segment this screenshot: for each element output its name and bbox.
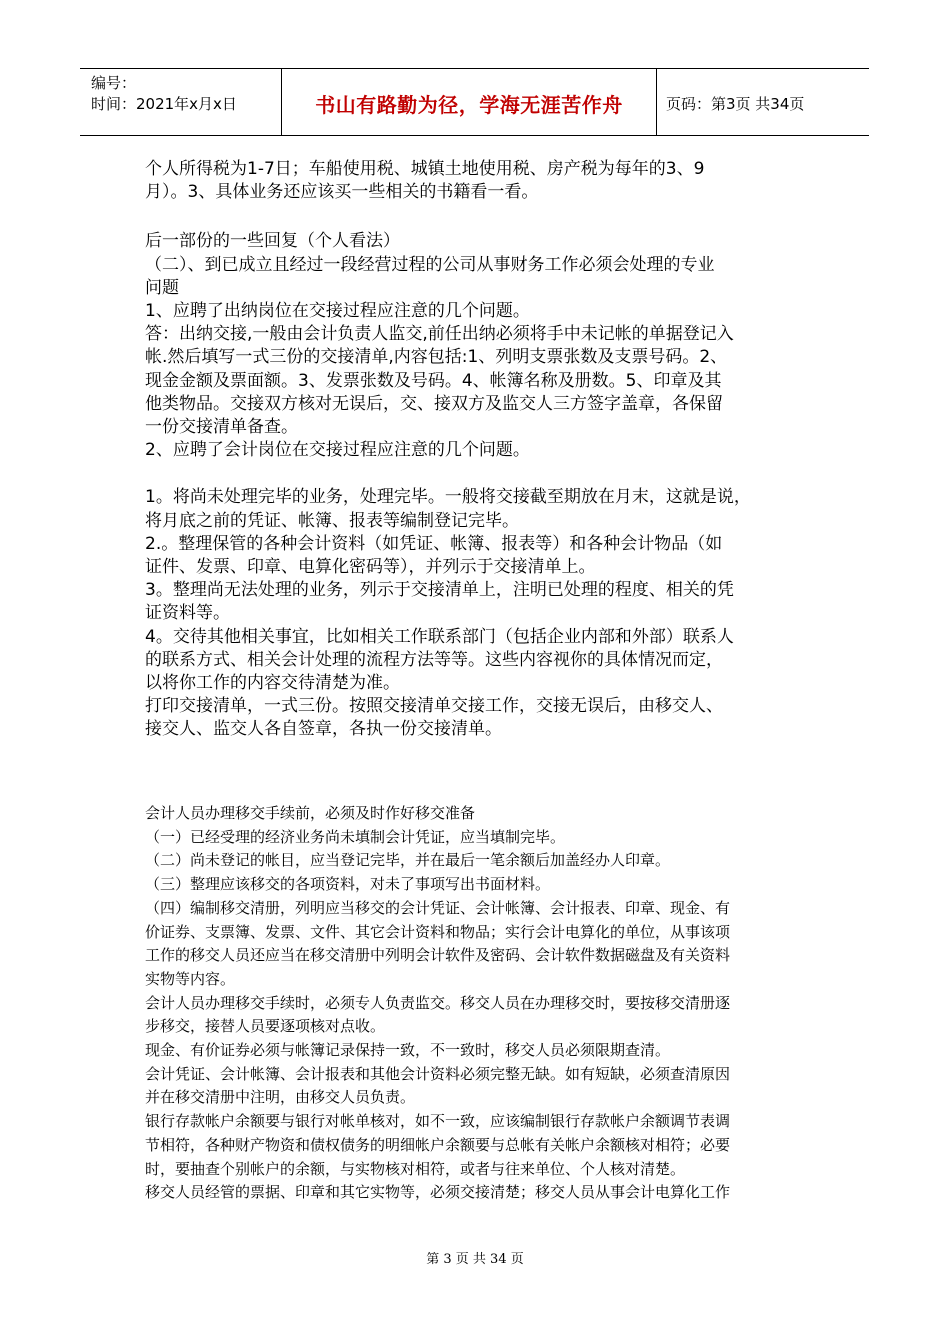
body-line: 并在移交清册中注明，由移交人员负责。: [145, 1088, 416, 1107]
body-line: 以将你工作的内容交待清楚为准。: [145, 673, 400, 694]
body-line: （二）、到已成立且经过一段经营过程的公司从事财务工作必须会处理的专业: [145, 254, 715, 275]
body-line: 打印交接清单，一式三份。按照交接清单交接工作，交接无误后，由移交人、: [145, 696, 723, 717]
main-body: [145, 158, 825, 742]
body-line: 实物等内容。: [145, 969, 236, 988]
body-line: 后一部份的一些回复（个人看法）: [145, 231, 400, 252]
body-line: 问题: [145, 277, 179, 298]
body-line: 他类物品。交接双方核对无误后，交、接双方及监交人三方签字盖章，各保留: [145, 393, 723, 414]
document-date: 时间：2021年x月x日: [91, 95, 237, 113]
document-number-label: 编号：: [91, 74, 137, 92]
body-line: 月）。3、具体业务还应该买一些相关的书籍看一看。: [145, 182, 539, 203]
body-line: 3。整理尚无法处理的业务，列示于交接清单上，注明已处理的程度、相关的凭: [145, 580, 734, 601]
header-page-info: 页码：第3页 共34页: [666, 95, 805, 113]
page-header: [80, 68, 869, 136]
body-line: （一）已经受理的经济业务尚未填制会计凭证，应当填制完毕。: [145, 827, 566, 846]
body-line: 移交人员经管的票据、印章和其它实物等，必须交接清楚；移交人员从事会计电算化工作: [145, 1183, 731, 1202]
body-line: 的联系方式、相关会计处理的流程方法等等。这些内容视你的具体情况而定，: [145, 649, 723, 670]
body-line: （四）编制移交清册，列明应当移交的会计凭证、会计帐簿、会计报表、印章、现金、有: [145, 898, 731, 917]
body-line: 步移交，接替人员要逐项核对点收。: [145, 1017, 386, 1036]
body-line: 节相符，各种财产物资和债权债务的明细帐户余额要与总帐有关帐户余额核对相符；必要: [145, 1135, 731, 1154]
header-divider: [656, 69, 657, 135]
page-footer: 第 3 页 共 34 页: [426, 1252, 524, 1267]
body-line: 2.。整理保管的各种会计资料（如凭证、帐簿、报表等）和各种会计物品（如: [145, 533, 723, 554]
body-line: 将月底之前的凭证、帐簿、报表等编制登记完毕。: [145, 510, 519, 531]
body-line: 工作的移交人员还应当在移交清册中列明会计软件及密码、会计软件数据磁盘及有关资料: [145, 946, 731, 965]
body-line: 证资料等。: [145, 603, 230, 624]
body-line: 帐.然后填写一式三份的交接清单,内容包括:1、列明支票张数及支票号码。2、: [145, 347, 728, 368]
body-line: 现金金额及票面额。3、发票张数及号码。4、帐簿名称及册数。5、印章及其: [145, 370, 722, 391]
body-line: 一份交接清单备查。: [145, 417, 298, 438]
body-line: 会计人员办理移交手续时，必须专人负责监交。移交人员在办理移交时，要按移交清册逐: [145, 993, 731, 1012]
body-line: （二）尚未登记的帐目，应当登记完毕，并在最后一笔余额后加盖经办人印章。: [145, 851, 671, 870]
header-meta: [91, 73, 237, 115]
body-line: （三）整理应该移交的各项资料，对未了事项写出书面材料。: [145, 875, 551, 894]
body-line: 4。交待其他相关事宜，比如相关工作联系部门（包括企业内部和外部）联系人: [145, 626, 734, 647]
body-line: 会计凭证、会计帐簿、会计报表和其他会计资料必须完整无缺。如有短缺，必须查清原因: [145, 1064, 731, 1083]
header-motto: 书山有路勤为径，学海无涯苦作舟: [315, 93, 623, 117]
body-line: 银行存款帐户余额要与银行对帐单核对，如不一致，应该编制银行存款帐户余额调节表调: [145, 1112, 731, 1131]
handover-section: [145, 802, 825, 1205]
body-line: 价证券、支票簿、发票、文件、其它会计资料和物品；实行会计电算化的单位，从事该项: [145, 922, 731, 941]
body-line: 会计人员办理移交手续前，必须及时作好移交准备: [145, 804, 476, 822]
body-line: 时，要抽查个别帐户的余额，与实物核对相符，或者与往来单位、个人核对清楚。: [145, 1159, 686, 1178]
body-line: 个人所得税为1-7日；车船使用税、城镇土地使用税、房产税为每年的3、9: [145, 159, 705, 179]
body-line: 答：出纳交接,一般由会计负责人监交,前任出纳必须将手中未记帐的单据登记入: [145, 324, 734, 345]
body-line: 现金、有价证券必须与帐簿记录保持一致，不一致时，移交人员必须限期查清。: [145, 1041, 671, 1060]
body-line: 1。将尚未处理完毕的业务，处理完毕。一般将交接截至期放在月末，这就是说，: [145, 487, 751, 508]
body-line: 2、应聘了会计岗位在交接过程应注意的几个问题。: [145, 440, 530, 461]
body-line: 证件、发票、印章、电算化密码等），并列示于交接清单上。: [145, 557, 596, 578]
body-line: 接交人、监交人各自签章，各执一份交接清单。: [145, 719, 502, 740]
body-line: 1、应聘了出纳岗位在交接过程应注意的几个问题。: [145, 301, 530, 322]
